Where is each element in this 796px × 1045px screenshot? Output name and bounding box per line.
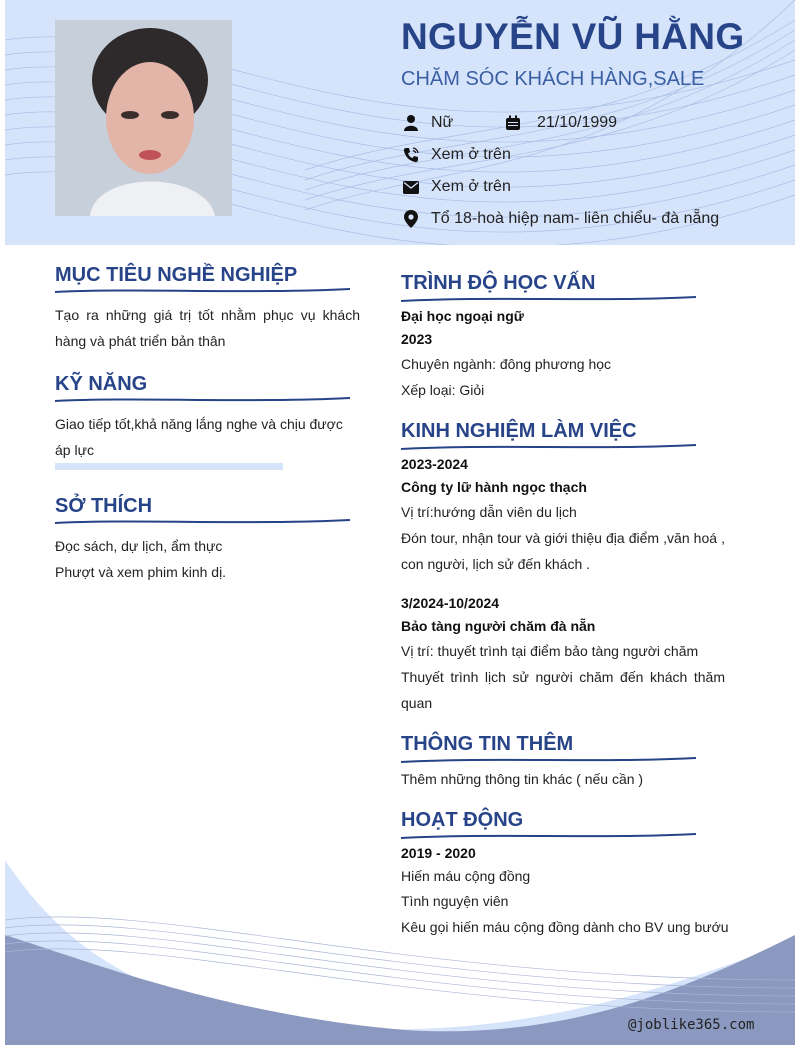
- gender-row: [401, 113, 453, 133]
- activities-title: HOẠT ĐỘNG: [401, 809, 524, 831]
- birthdate-value: 21/10/1999: [537, 114, 618, 131]
- education-school: Đại học ngoại ngữ: [401, 308, 524, 324]
- hobby-line: Đọc sách, dự lịch, ẩm thực: [55, 538, 223, 554]
- extra-info-text: Thêm những thông tin khác ( nếu cần ): [401, 771, 644, 787]
- objective-text: Tạo ra những giá trị tốt nhằm phục vụ khách hàng và phát triển bản thân: [55, 307, 360, 349]
- email-value[interactable]: Xem ở trên: [431, 178, 511, 195]
- job-title: CHĂM SÓC KHÁCH HÀNG,SALE: [401, 68, 705, 90]
- objective-underline: [55, 286, 350, 296]
- hobbies-title: SỞ THÍCH: [55, 495, 153, 517]
- hobby-line: Phượt và xem phim kinh dị.: [55, 564, 227, 580]
- education-underline: [401, 294, 696, 304]
- gender-value: Nữ: [431, 114, 454, 131]
- brand-watermark: @joblike365.com: [628, 1017, 755, 1033]
- profile-photo: [55, 20, 232, 216]
- activity-line: Tình nguyện viên: [401, 893, 509, 909]
- objective-title: MỤC TIÊU NGHỀ NGHIỆP: [55, 264, 298, 286]
- job-company: Công ty lữ hành ngọc thạch: [401, 479, 587, 495]
- user-icon: [401, 113, 421, 133]
- education-major: Chuyên ngành: đông phương học: [401, 356, 612, 372]
- calendar-icon: [503, 113, 523, 133]
- skills-underline: [55, 395, 350, 405]
- extra-info-underline: [401, 755, 696, 765]
- education-year: 2023: [401, 331, 433, 347]
- footer-waves: [5, 840, 795, 1045]
- birthdate-row: [503, 113, 617, 133]
- address-value: Tổ 18-hoà hiệp nam- liên chiểu- đà nẵng: [431, 210, 720, 227]
- job-period: 2023-2024: [401, 456, 468, 472]
- phone-icon: [401, 145, 421, 165]
- mail-icon: [401, 177, 421, 197]
- job-position: Vị trí: thuyết trình tại điểm bảo tàng người chăm: [401, 643, 699, 659]
- hobbies-underline: [55, 517, 350, 527]
- job-description: Thuyết trình lịch sử người chăm đến khách thăm quan: [401, 669, 725, 711]
- location-pin-icon: [401, 209, 421, 229]
- job-position: Vị trí:hướng dẫn viên du lịch: [401, 504, 577, 520]
- phone-row: [401, 145, 511, 165]
- skills-title: KỸ NĂNG: [55, 373, 148, 395]
- job-description: Đón tour, nhận tour và giới thiệu địa điểm ,văn hoá , con người, lịch sử đến khách .: [401, 530, 725, 572]
- activity-line: Hiến máu cộng đồng: [401, 868, 531, 884]
- experience-underline: [401, 442, 696, 452]
- candidate-name: NGUYỄN VŨ HẰNG: [401, 16, 745, 57]
- email-row: [401, 177, 511, 197]
- address-row: [401, 209, 719, 229]
- skill-bar: [55, 463, 283, 470]
- job-company: Bảo tàng người chăm đà nẵn: [401, 618, 596, 634]
- phone-value[interactable]: Xem ở trên: [431, 146, 511, 163]
- activities-underline: [401, 831, 696, 841]
- job-period: 3/2024-10/2024: [401, 595, 500, 611]
- experience-title: KINH NGHIỆM LÀM VIỆC: [401, 420, 637, 442]
- skills-text: Giao tiếp tốt,khả năng lắng nghe và chịu được áp lực: [55, 416, 343, 458]
- activity-line: Kêu gọi hiến máu cộng đồng dành cho BV ung bướu: [401, 919, 729, 935]
- education-rank: Xếp loại: Giỏi: [401, 382, 485, 398]
- education-title: TRÌNH ĐỘ HỌC VẤN: [401, 272, 596, 294]
- activity-period: 2019 - 2020: [401, 845, 476, 861]
- cv-page: [5, 0, 795, 1045]
- extra-info-title: THÔNG TIN THÊM: [401, 733, 574, 755]
